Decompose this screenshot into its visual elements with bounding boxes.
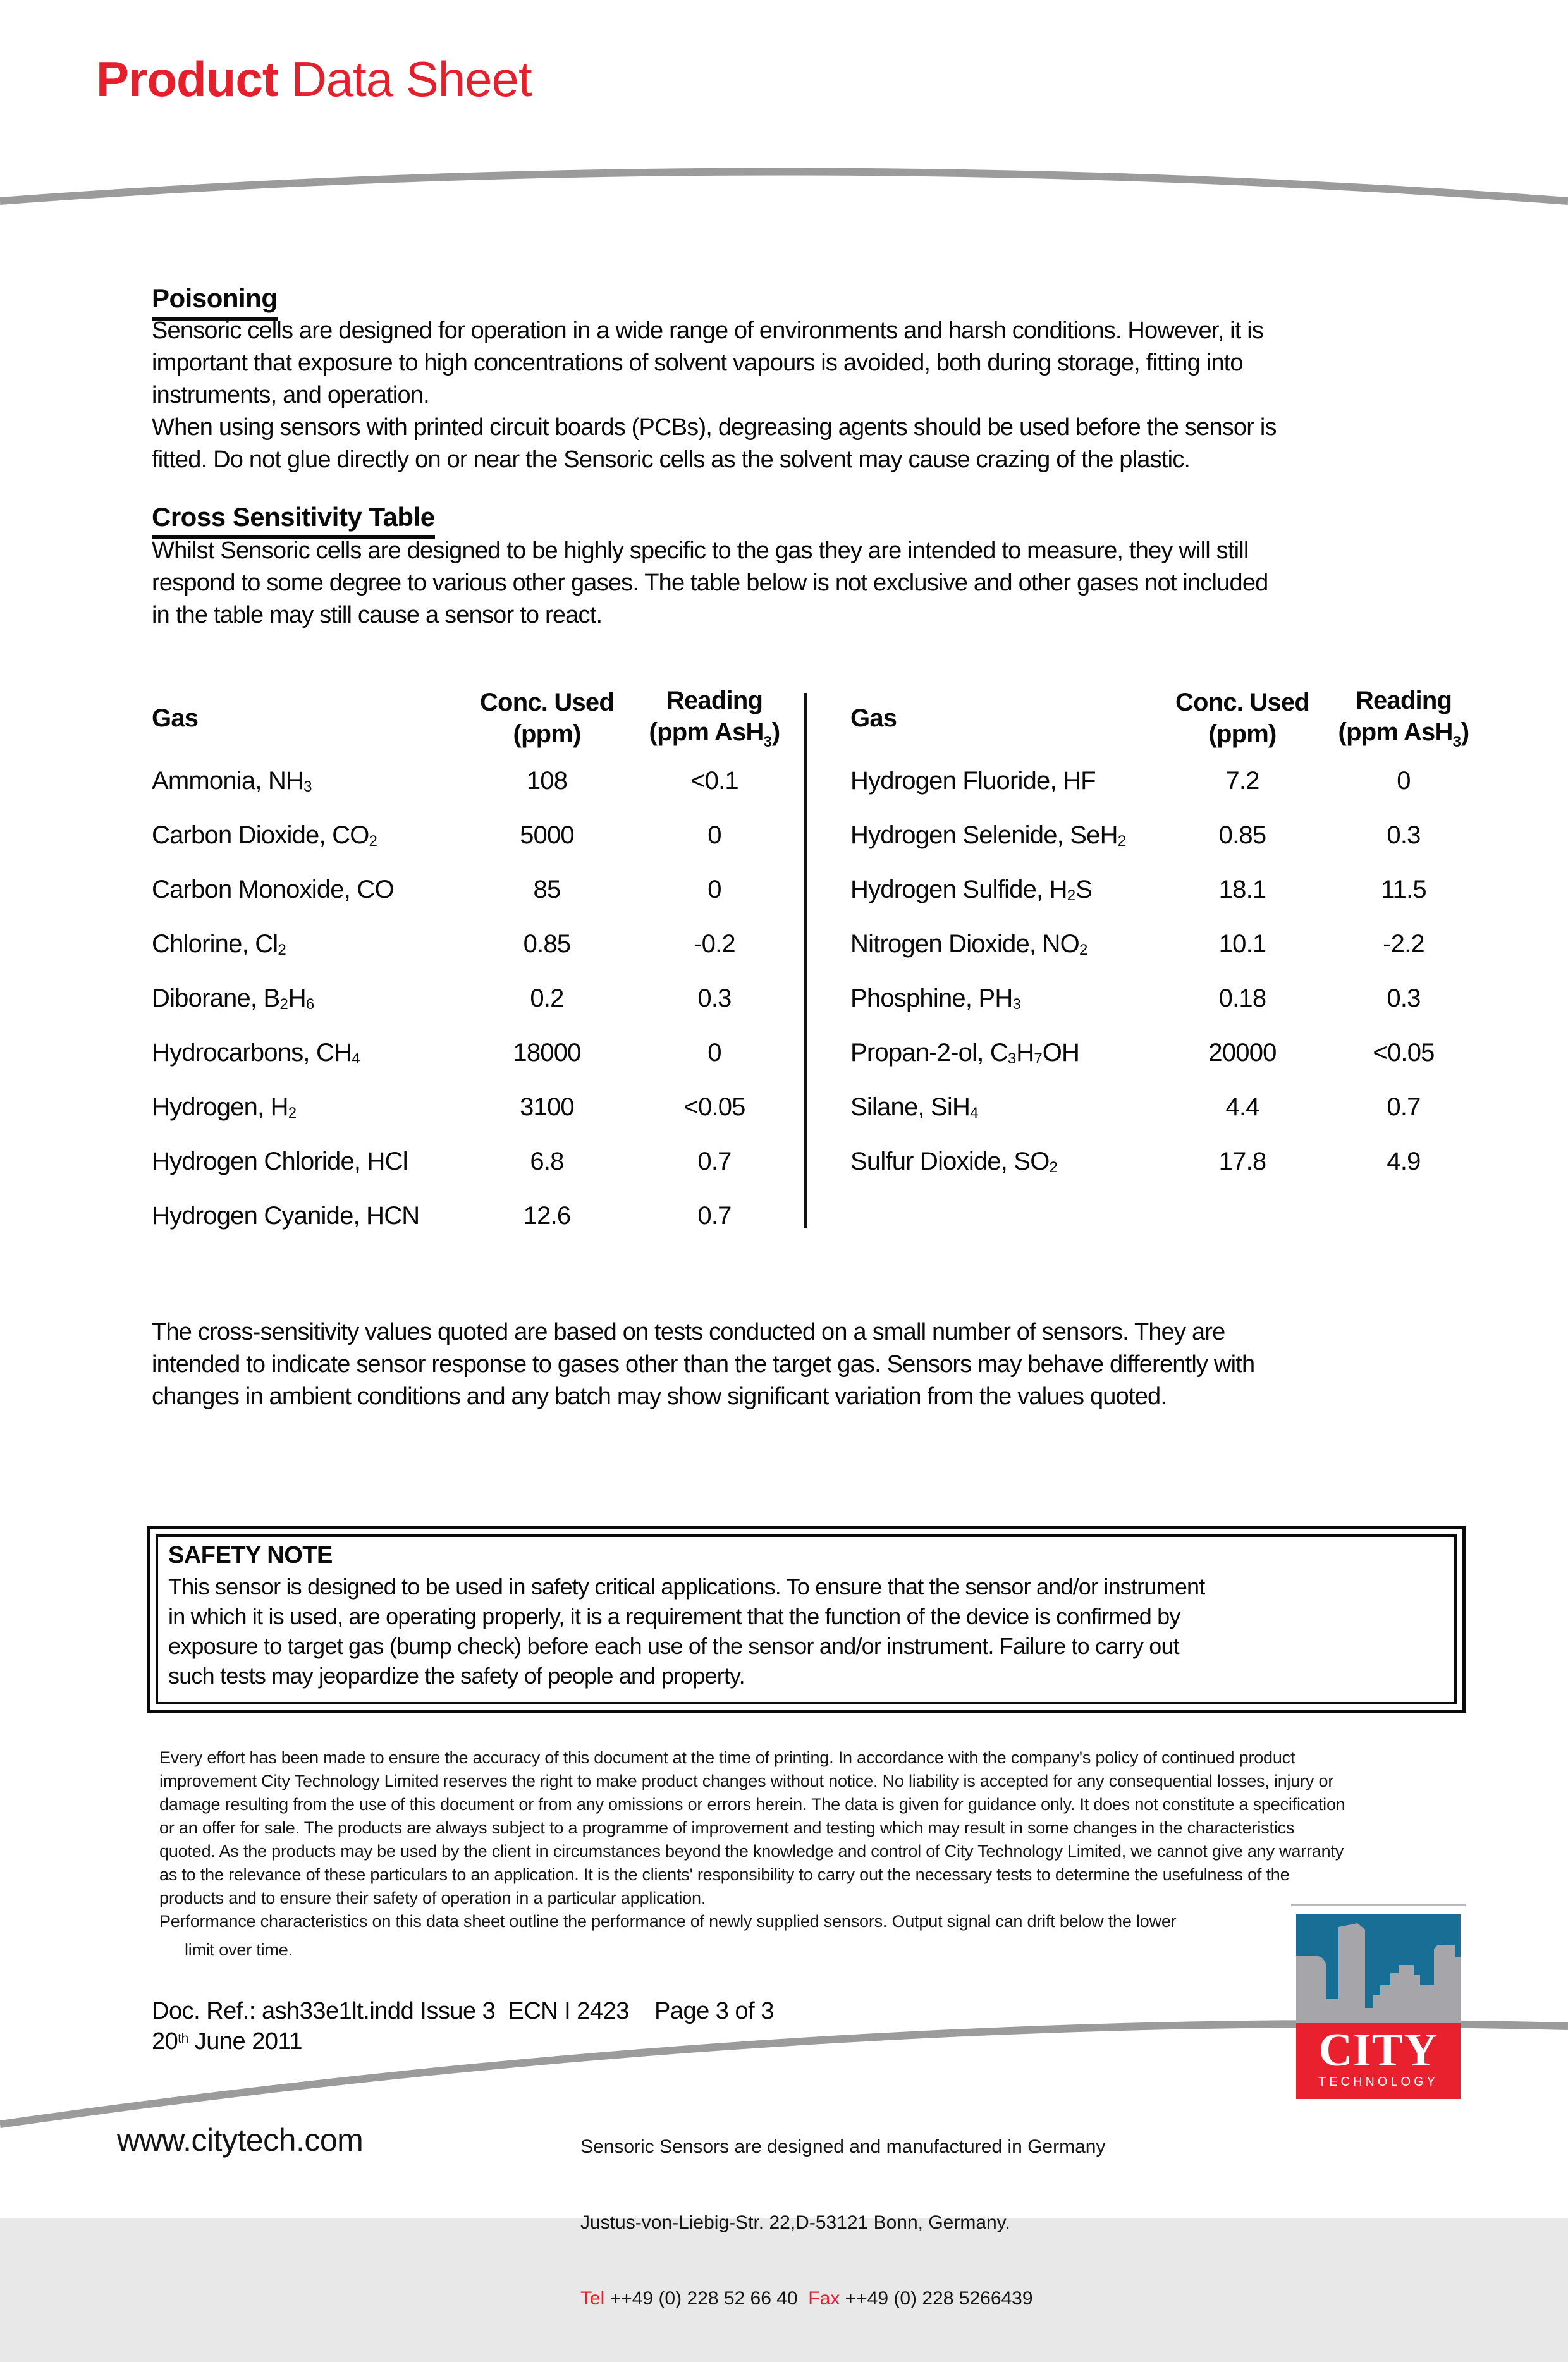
- conc-used-cell: 0.85: [523, 929, 571, 958]
- values-note-paragraph: [152, 1316, 1479, 1413]
- column-header-conc: Conc. Used (ppm): [479, 688, 615, 748]
- text-line: exposure to target gas (bump check) before each use of the sensor and/or instrument. Failure to carry out: [168, 1633, 1179, 1659]
- text-line: in the table may still cause a sensor to react.: [152, 602, 603, 628]
- text-line: in which it is used, are operating properly, it is a requirement that the function of the device is confirmed by: [168, 1603, 1180, 1629]
- conc-used-cell: 85: [533, 875, 561, 903]
- text-line: Sensoric cells are designed for operation in a wide range of environments and harsh conditions. However, it is: [152, 317, 1264, 344]
- safety-note-box: [147, 1526, 1466, 1713]
- text-line: or an offer for sale. The products are always subject to a programme of improvement and testing which may result in some changes in the characteristics: [159, 1818, 1295, 1837]
- gas-name-cell: Hydrogen Sulfide, H 2 S: [850, 875, 1093, 905]
- text-line: quoted. As the products may be used by the client in circumstances beyond the knowledge and control of City Technology Limited, we cannot give any warranty: [159, 1842, 1344, 1861]
- conc-used-cell: 0.18: [1218, 984, 1266, 1012]
- gas-name-cell: Hydrogen Chloride, HCl: [152, 1147, 408, 1175]
- reading-cell: 0: [1397, 766, 1411, 795]
- gas-name-cell: Ammonia, NH 3: [152, 766, 312, 796]
- conc-used-cell: 17.8: [1218, 1147, 1266, 1175]
- page-title: [96, 51, 532, 107]
- text-line: When using sensors with printed circuit boards (PCBs), degreasing agents should be used before the sensor is: [152, 414, 1277, 441]
- conc-used-cell: 5000: [520, 821, 574, 849]
- gas-name-cell: Carbon Monoxide, CO: [152, 875, 394, 903]
- reading-cell: 0: [707, 821, 721, 849]
- reading-cell: <0.05: [683, 1092, 745, 1121]
- conc-used-cell: 18000: [513, 1038, 581, 1067]
- skyline-icon: [1296, 1914, 1461, 2023]
- conc-used-cell: 4.4: [1225, 1092, 1259, 1121]
- reading-cell: 0.7: [697, 1201, 732, 1230]
- column-header-conc: Conc. Used (ppm): [1175, 688, 1310, 748]
- table-divider-line: [804, 693, 807, 1228]
- poisoning-paragraph: [152, 315, 1479, 476]
- gas-name-cell: Hydrogen Selenide, SeH 2: [850, 821, 1127, 850]
- gas-name-cell: Hydrogen Cyanide, HCN: [152, 1201, 420, 1230]
- logo-name-band: [1296, 2023, 1461, 2099]
- text-line: intended to indicate sensor response to gases other than the target gas. Sensors may behave differently with: [152, 1351, 1255, 1378]
- cross-sensitivity-intro: [152, 535, 1479, 632]
- website-url: www.citytech.com: [117, 2122, 364, 2158]
- logo-subtitle: TECHNOLOGY: [1318, 2075, 1439, 2089]
- logo-name: CITY: [1318, 2024, 1438, 2076]
- reading-cell: 0.7: [1387, 1092, 1421, 1121]
- logo-top-rule: [1291, 1904, 1466, 1906]
- text-line: damage resulting from the use of this document or from any omissions or errors herein. The data is given for guidance only. It does not constitute a specification: [159, 1795, 1345, 1814]
- text-line: changes in ambient conditions and any batch may show significant variation from the values quoted.: [152, 1383, 1167, 1410]
- column-header-gas: Gas: [850, 704, 897, 732]
- gas-name-cell: Sulfur Dioxide, SO 2: [850, 1147, 1058, 1177]
- contact-line-manufactured: Sensoric Sensors are designed and manufactured in Germany: [580, 2136, 1106, 2157]
- conc-used-cell: 3100: [520, 1092, 574, 1121]
- doc-reference: Doc. Ref.: ash33e1lt.indd Issue 3 ECN I 2423: [152, 1998, 629, 2024]
- conc-used-cell: 0.85: [1218, 821, 1266, 849]
- cross-sensitivity-heading: Cross Sensitivity Table: [152, 502, 435, 539]
- reading-cell: 0.3: [697, 984, 732, 1012]
- conc-used-cell: 0.2: [530, 984, 564, 1012]
- text-line: instruments, and operation.: [152, 382, 429, 408]
- conc-used-cell: 108: [526, 766, 568, 795]
- conc-used-cell: 12.6: [523, 1201, 571, 1230]
- conc-used-cell: 6.8: [530, 1147, 564, 1175]
- gas-name-cell: Chlorine, Cl 2: [152, 929, 286, 959]
- text-line: The cross-sensitivity values quoted are based on tests conducted on a small number of sensors. They are: [152, 1319, 1225, 1345]
- text-line: respond to some degree to various other gases. The table below is not exclusive and other gases not included: [152, 570, 1268, 596]
- safety-note-inner-box: [156, 1534, 1457, 1704]
- fax-label: Fax: [808, 2288, 840, 2309]
- text-line: fitted. Do not glue directly on or near the Sensoric cells as the solvent may cause crazing of the plastic.: [152, 446, 1191, 473]
- gas-name-cell: Hydrocarbons, CH 4: [152, 1038, 360, 1068]
- gas-name-cell: Nitrogen Dioxide, NO 2: [850, 929, 1088, 959]
- reading-cell: 0.3: [1387, 984, 1421, 1012]
- conc-used-cell: 7.2: [1225, 766, 1259, 795]
- top-swoosh-curve: [0, 172, 1568, 202]
- page-number: Page 3 of 3: [654, 1998, 774, 2024]
- reading-cell: 0: [707, 1038, 721, 1067]
- doc-date: 20th June 2011: [152, 2028, 302, 2055]
- column-header-reading: Reading (ppm AsH$_3$): [649, 687, 780, 751]
- conc-used-cell: 20000: [1208, 1038, 1277, 1067]
- reading-cell: 0.3: [1387, 821, 1421, 849]
- disclaimer-last-line: limit over time.: [185, 1940, 293, 1959]
- conc-used-cell: 10.1: [1218, 929, 1266, 958]
- text-line: This sensor is designed to be used in safety critical applications. To ensure that the sensor and/or instrument: [168, 1574, 1205, 1600]
- reading-cell: 0: [707, 875, 721, 903]
- reading-cell: 4.9: [1387, 1147, 1421, 1175]
- reading-cell: <0.05: [1373, 1038, 1435, 1067]
- contact-line-phone: Tel ++49 (0) 228 52 66 40 Fax ++49 (0) 228 5266439: [580, 2288, 1033, 2309]
- gas-name-cell: Hydrogen, H 2: [152, 1092, 297, 1122]
- gas-name-cell: Phosphine, PH 3: [850, 984, 1021, 1013]
- gas-name-cell: Silane, SiH 4: [850, 1092, 979, 1122]
- reading-cell: -2.2: [1383, 929, 1424, 958]
- text-line: Every effort has been made to ensure the accuracy of this document at the time of printing. In accordance with the company's policy of continued product: [159, 1748, 1295, 1767]
- text-line: Whilst Sensoric cells are designed to be highly specific to the gas they are intended to measure, they will still: [152, 537, 1249, 564]
- column-header-reading: Reading (ppm AsH$_3$): [1338, 687, 1469, 751]
- column-header-gas: Gas: [152, 704, 199, 732]
- poisoning-heading: Poisoning: [152, 283, 278, 321]
- text-line: important that exposure to high concentrations of solvent vapours is avoided, both during storage, fitting into: [152, 350, 1243, 376]
- contact-block: [580, 2084, 1105, 2362]
- page-title-bold: Product: [96, 51, 278, 107]
- reading-cell: -0.2: [694, 929, 735, 958]
- cross-sensitivity-table-left: [152, 683, 790, 1243]
- gas-name-cell: Propan-2-ol, C 3 H 7 OH: [850, 1038, 1080, 1068]
- text-line: such tests may jeopardize the safety of people and property.: [168, 1663, 745, 1689]
- gas-name-cell: Carbon Dioxide, CO 2: [152, 821, 377, 850]
- text-line: as to the relevance of these particulars to an application. It is the clients' responsibility to carry out the necessary tests to determine the usefulness of the: [159, 1865, 1290, 1884]
- contact-line-address: Justus-von-Liebig-Str. 22,D-53121 Bonn, Germany.: [580, 2212, 1010, 2233]
- text-line: improvement City Technology Limited reserves the right to make product changes without notice. No liability is accepted for any consequential losses, injury or: [159, 1772, 1334, 1790]
- gas-name-cell: Hydrogen Fluoride, HF: [850, 766, 1096, 795]
- tel-label: Tel: [580, 2288, 605, 2309]
- reading-cell: 11.5: [1381, 875, 1426, 903]
- logo-skyline-graphic: [1296, 1914, 1461, 2023]
- page-title-rest: Data Sheet: [278, 51, 532, 107]
- reading-cell: <0.1: [690, 766, 738, 795]
- text-line: Performance characteristics on this data sheet outline the performance of newly supplied sensors. Output signal can drift below the lower: [159, 1912, 1177, 1931]
- safety-note-text: [168, 1572, 1444, 1691]
- reading-cell: 0.7: [697, 1147, 732, 1175]
- cross-sensitivity-table-right: [850, 683, 1489, 1189]
- conc-used-cell: 18.1: [1218, 875, 1266, 903]
- city-technology-logo: [1296, 1914, 1461, 2099]
- safety-note-heading: SAFETY NOTE: [168, 1542, 333, 1569]
- text-line: products and to ensure their safety of operation in a particular application.: [159, 1888, 706, 1907]
- gas-name-cell: Diborane, B 2 H 6: [152, 984, 315, 1013]
